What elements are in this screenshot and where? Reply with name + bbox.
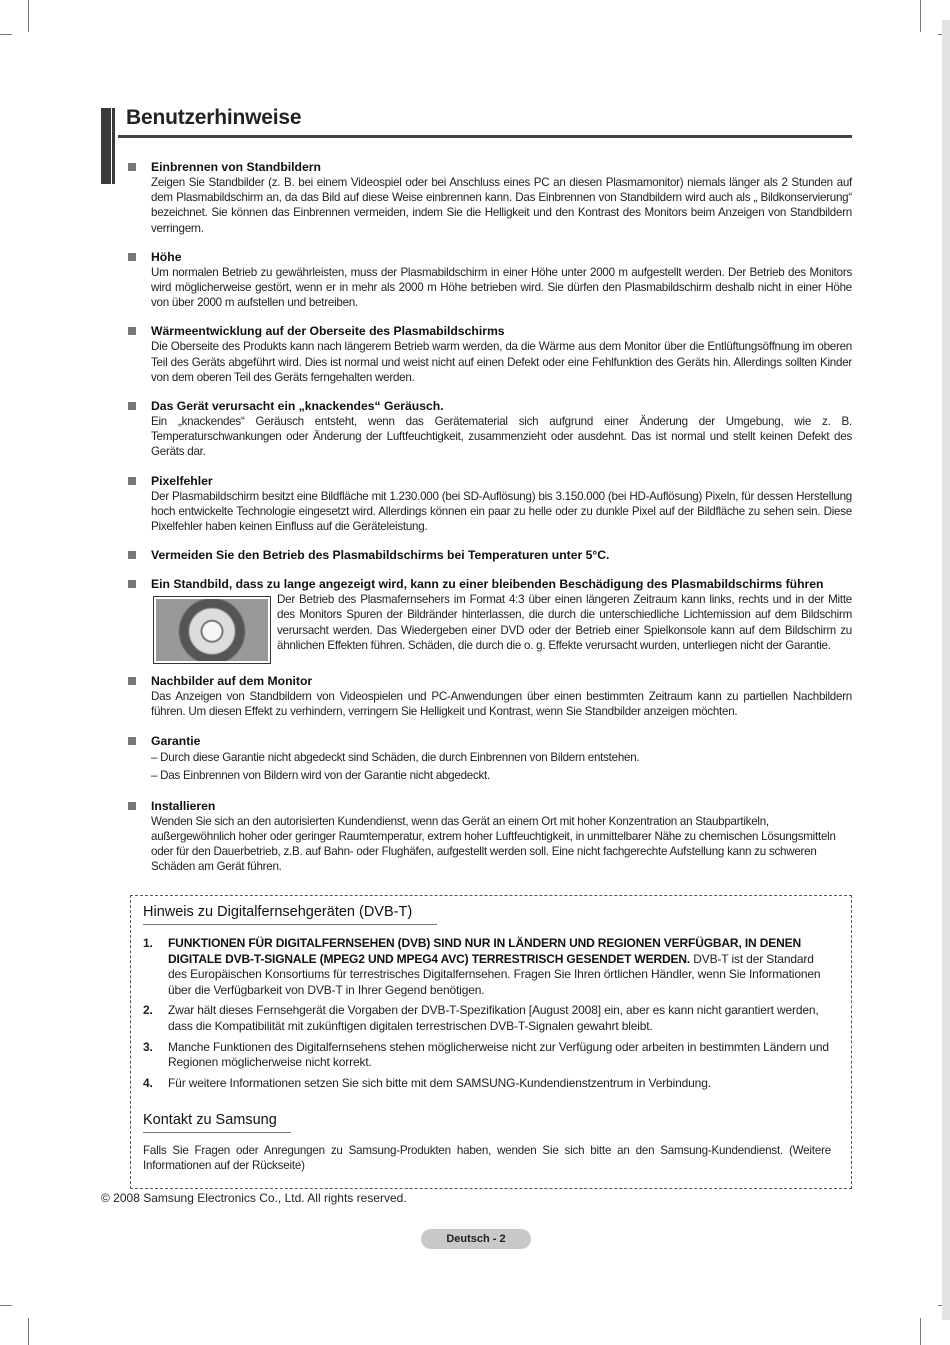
- note-text: Die Oberseite des Produkts kann nach längerem Betrieb warm werden, da die Wärme aus dem Monitor über die Entlüftungsöffnung im oberen Teil des Geräts abgeführt wird. Dies ist normal und weist nicht auf einen Defekt oder eine Fehlfunktion des Geräts hin. Allerdings sollten Kinder von dem oberen Teil des Geräts ferngehalten werden.: [151, 340, 852, 384]
- note-text: Um normalen Betrieb zu gewährleisten, muss der Plasmabildschirm in einer Höhe unter 2000 m aufgestellt werden. Der Betrieb des Monitors wird möglicherweise gestört, wenn er in mehr als 2000 m Höhe betrieben wird. Sie dürfen den Plasmabildschirm deshalb nicht in einer Höhe von über 2000 m aufstellen und betreiben.: [151, 265, 852, 310]
- note-text: Wenden Sie sich an den autorisierten Kundendienst, wenn das Gerät an einem Ort mit hoher Konzentration an Staubpartikeln, außergewöhnlich hoher oder geringer Raumtemperatur, extrem hoher Luftfeuchtigkeit, in unmittelbarer Nähe zu chemischen Lösungsmitteln oder für den Dauerbetrieb, z.B. auf Bahn- oder Flughäfen, aufgestellt werden soll. Eine nicht fachgerechte Aufstellung kann zu schweren Schäden am Gerät führen.: [151, 814, 836, 874]
- note-heading: Das Gerät verursacht ein „knackendes“ Geräusch.: [151, 399, 444, 414]
- crop-mark: [28, 1318, 29, 1345]
- item-number: 1.: [143, 936, 153, 950]
- contact-heading-rule: [143, 1132, 291, 1133]
- dvb-item: [143, 1076, 833, 1092]
- note-installation: [126, 799, 852, 875]
- dvb-item: [143, 1040, 833, 1071]
- page-title: Benutzerhinweise: [126, 106, 302, 129]
- crop-mark: [28, 0, 29, 32]
- crop-mark: [920, 0, 921, 32]
- item-text: Für weitere Informationen setzen Sie sich bitte mit dem SAMSUNG-Kundendienstzentrum in Verbindung.: [168, 1075, 711, 1090]
- note-burn-in: [126, 160, 852, 236]
- item-number: 3.: [143, 1039, 153, 1054]
- item-bold-text: FUNKTIONEN FÜR DIGITALFERNSEHEN (DVB) SIND NUR IN LÄNDERN UND REGIONEN VERFÜGBAR, IN DENEN DIGITALE DVB-T-SIGNALE (MPEG2 UND MPEG4 AVC) TERRESTRISCH GESENDET WERDEN.: [168, 936, 801, 966]
- crop-mark: [0, 34, 12, 35]
- note-afterimages: [126, 674, 852, 719]
- title-rule: [118, 135, 852, 138]
- copyright: © 2008 Samsung Electronics Co., Ltd. All rights reserved.: [101, 1191, 407, 1205]
- notes-list: [126, 160, 852, 888]
- note-heading: Pixelfehler: [151, 473, 213, 488]
- note-heat: [126, 324, 852, 385]
- note-heading: Garantie: [151, 733, 201, 748]
- flower-image: [153, 596, 271, 664]
- square-bullet-icon: [128, 402, 136, 410]
- square-bullet-icon: [128, 477, 136, 485]
- note-heading: Installieren: [151, 798, 216, 813]
- contact-text: Falls Sie Fragen oder Anregungen zu Samsung-Produkten haben, wenden Sie sich bitte an den Samsung-Kundendienst. (Weitere Informationen auf der Rückseite): [143, 1144, 831, 1172]
- note-heading: Nachbilder auf dem Monitor: [151, 674, 313, 689]
- note-text: Zeigen Sie Standbilder (z. B. bei einem Videospiel oder bei Anschluss eines PC an diesen Plasmamonitor) niemals länger als 2 Stunden auf dem Plasmabildschirm an, da das Bild auf diese Weise einbrennen kann. Das Einbrennen von Standbildern wird auch als „ Bildkonservierung“ bezeichnet. Sie können das Einbrennen vermeiden, indem Sie die Helligkeit und den Kontrast des Monitors beim Anzeigen von Standbildern verringern.: [151, 176, 852, 235]
- note-heading: Wärmeentwicklung auf der Oberseite des Plasmabildschirms: [151, 324, 505, 339]
- crop-mark: [920, 1318, 921, 1345]
- square-bullet-icon: [128, 163, 136, 171]
- note-temperature: [126, 548, 852, 563]
- square-bullet-icon: [128, 327, 136, 335]
- note-heading: Vermeiden Sie den Betrieb des Plasmabildschirms bei Temperaturen unter 5°C.: [151, 548, 610, 563]
- crop-mark: [942, 20, 950, 1320]
- note-text: Der Betrieb des Plasmafernsehers im Format 4:3 über einen längeren Zeitraum kann links, rechts und in der Mitte des Monitors Spuren der Bildränder hinterlassen, die durch die unterschiedliche Lichtemission auf dem Bildschirm verursacht werden. Das Wiedergeben einer DVD oder der Betrieb einer Spielkonsole kann auf dem Bildschirm zu ähnlichen Effekten führen. Schäden, die durch die o. g. Effekte verursacht wurden, unterliegen nicht der Garantie.: [277, 593, 852, 652]
- dvb-heading-rule: [143, 924, 437, 925]
- note-text: Ein „knackendes“ Geräusch entsteht, wenn das Gerätematerial sich aufgrund einer Änderung der Umgebung, wie z. B. Temperaturschwankungen oder Änderung der Luftfeuchtigkeit, zusammenzieht oder ausdehnt. Das ist normal und stellt keinen Defekt des Geräts dar.: [151, 415, 852, 459]
- square-bullet-icon: [128, 737, 136, 745]
- note-text: Der Plasmabildschirm besitzt eine Bildfläche mit 1.230.000 (bei SD-Auflösung) bis 3.150.000 (bei HD-Auflösung) Pixeln, für dessen Herstellung hoch entwickelte Technologie eingesetzt wird. Allerdings können ein paar zu helle oder zu dunkle Pixel auf der Bildfläche zu sehen sein. Diese Pixelfehler haben keinen Einfluss auf die Geräteleistung.: [151, 489, 852, 534]
- note-warranty: [126, 734, 852, 785]
- note-altitude: [126, 250, 852, 311]
- page-number-badge: Deutsch - 2: [421, 1229, 531, 1249]
- square-bullet-icon: [128, 802, 136, 810]
- note-heading: Höhe: [151, 249, 182, 264]
- dvb-item: [143, 936, 833, 998]
- note-heading: Einbrennen von Standbildern: [151, 160, 321, 174]
- dvb-heading: Hinweis zu Digitalfernsehgeräten (DVB-T): [143, 904, 413, 920]
- title-side-bar: [101, 108, 111, 184]
- contact-heading: Kontakt zu Samsung: [143, 1112, 277, 1128]
- square-bullet-icon: [128, 580, 136, 588]
- item-text: DVB-T ist der Standard des Europäischen Konsortiums für terrestrisches Digitalfernsehen. Fragen Sie Ihren örtlichen Händler, wenn Sie Informationen über die Verfügbarkeit von DVB-T in Ihrer Gegend benötigen.: [168, 951, 821, 997]
- note-cracking-noise: [126, 399, 852, 460]
- square-bullet-icon: [128, 677, 136, 685]
- crop-mark: [0, 1305, 12, 1306]
- item-text: Manche Funktionen des Digitalfernsehens stehen möglicherweise nicht zur Verfügung oder arbeiten in bestimmten Ländern und Regionen möglicherweise nicht korrekt.: [168, 1039, 829, 1070]
- item-text: Zwar hält dieses Fernsehgerät die Vorgaben der DVB-T-Spezifikation [August 2008] ein, aber es kann nicht garantiert werden, dass die Kompatibilität mit zukünftigen digitalen terrestrischen DVB-T-Signalen gewahrt bleibt.: [168, 1003, 819, 1033]
- square-bullet-icon: [128, 253, 136, 261]
- item-number: 4.: [143, 1075, 153, 1090]
- dvb-item: [143, 1003, 833, 1034]
- square-bullet-icon: [128, 551, 136, 559]
- dvb-notice-box: [130, 895, 852, 1189]
- flower-picture: [156, 599, 268, 661]
- note-heading: Ein Standbild, dass zu lange angezeigt wird, kann zu einer bleibenden Beschädigung des Plasmabildschirms führen: [151, 577, 824, 592]
- note-pixel-defects: [126, 474, 852, 535]
- warranty-line: – Das Einbrennen von Bildern wird von der Garantie nicht abgedeckt.: [151, 768, 490, 782]
- note-text: Das Anzeigen von Standbildern von Videospielen und PC-Anwendungen über einen bestimmten Zeitraum kann zu partiellen Nachbildern führen. Um diesen Effekt zu verhindern, verringern Sie Helligkeit und Kontrast, wenn Sie Standbilder anzeigen möchten.: [151, 690, 852, 719]
- title-side-bar-thin: [112, 108, 115, 184]
- warranty-line: – Durch diese Garantie nicht abgedeckt sind Schäden, die durch Einbrennen von Bildern entstehen.: [151, 750, 640, 764]
- dvb-list: [143, 936, 833, 1096]
- item-number: 2.: [143, 1003, 153, 1018]
- note-still-image-damage: [126, 577, 852, 668]
